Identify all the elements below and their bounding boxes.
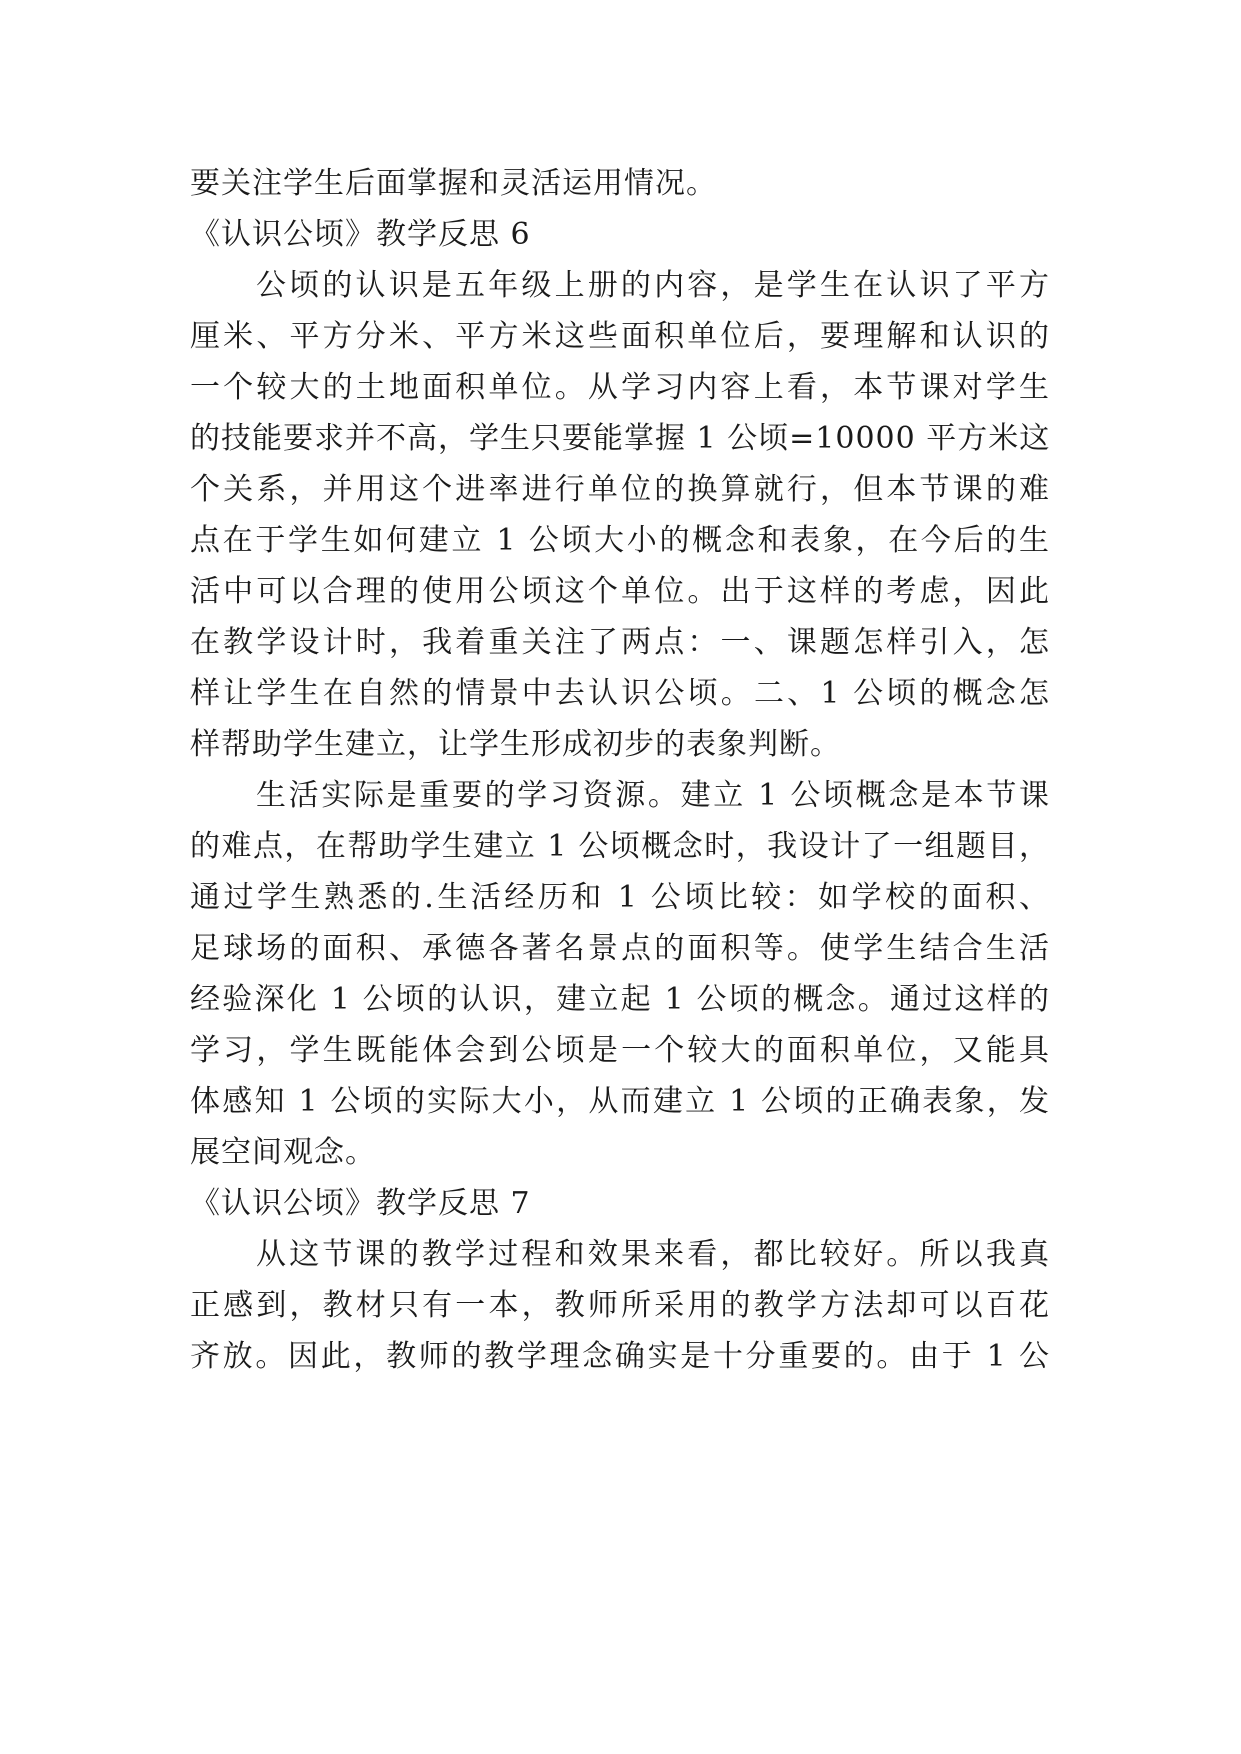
text-line: 从这节课的教学过程和效果来看，都比较好。所以我真: [256, 1237, 1050, 1272]
text-line: 经验深化 1 公顷的认识，建立起 1 公顷的概念。通过这样的: [190, 982, 1050, 1017]
text-line: 体感知 1 公顷的实际大小，从而建立 1 公顷的正确表象，发: [190, 1084, 1050, 1119]
text-line: 厘米、平方分米、平方米这些面积单位后，要理解和认识的: [190, 319, 1050, 354]
text-line: 通过学生熟悉的.生活经历和 1 公顷比较：如学校的面积、: [190, 880, 1050, 915]
text-line: 个关系，并用这个进率进行单位的换算就行，但本节课的难: [190, 472, 1050, 507]
text-line: 正感到，教材只有一本，教师所采用的教学方法却可以百花: [190, 1288, 1050, 1323]
document-page: [190, 158, 1050, 1382]
text-line: 展空间观念。: [190, 1135, 376, 1170]
text-line: 点在于学生如何建立 1 公顷大小的概念和表象，在今后的生: [190, 523, 1050, 558]
section-heading: 《认识公顷》教学反思 6: [190, 217, 531, 252]
text-line: 足球场的面积、承德各著名景点的面积等。使学生结合生活: [190, 931, 1050, 966]
text-line: 要关注学生后面掌握和灵活运用情况。: [190, 166, 717, 201]
text-line: 生活实际是重要的学习资源。建立 1 公顷概念是本节课: [256, 778, 1050, 813]
text-line: 学习，学生既能体会到公顷是一个较大的面积单位，又能具: [190, 1033, 1050, 1068]
text-line: 一个较大的土地面积单位。从学习内容上看，本节课对学生: [190, 370, 1050, 405]
text-line: 样帮助学生建立，让学生形成初步的表象判断。: [190, 727, 841, 762]
text-line: 齐放。因此，教师的教学理念确实是十分重要的。由于 1 公: [190, 1339, 1050, 1374]
text-line: 在教学设计时，我着重关注了两点：一、课题怎样引入，怎: [190, 625, 1050, 660]
section-heading: 《认识公顷》教学反思 7: [190, 1186, 531, 1221]
text-line: 的技能要求并不高，学生只要能掌握 1 公顷=10000 平方米这: [190, 421, 1051, 456]
text-line: 的难点，在帮助学生建立 1 公顷概念时，我设计了一组题目，: [190, 829, 1050, 864]
text-line: 样让学生在自然的情景中去认识公顷。二、1 公顷的概念怎: [190, 676, 1050, 711]
text-line: 公顷的认识是五年级上册的内容，是学生在认识了平方: [256, 268, 1050, 303]
text-line: 活中可以合理的使用公顷这个单位。出于这样的考虑，因此: [190, 574, 1050, 609]
